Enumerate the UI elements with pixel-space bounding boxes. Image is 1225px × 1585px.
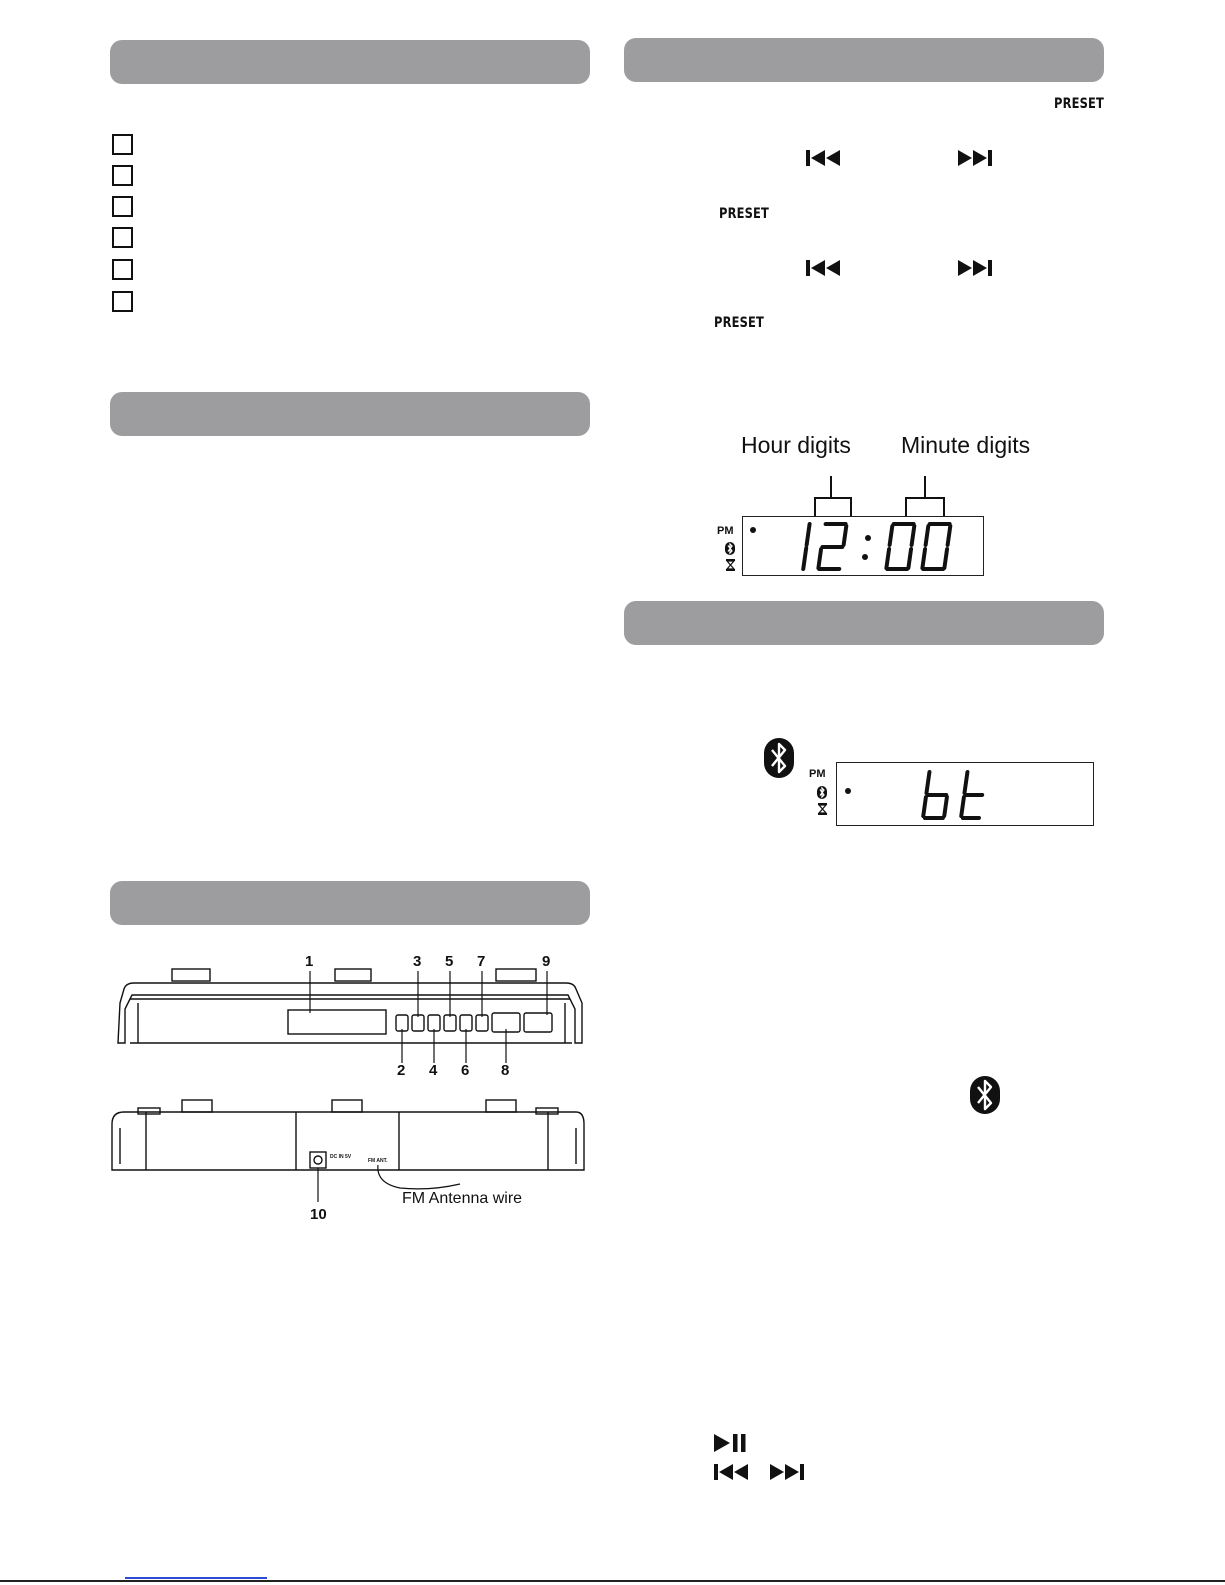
bluetooth-icon [970, 1076, 1000, 1114]
next-icon [770, 1464, 808, 1480]
preset-label: PRESET [719, 206, 770, 222]
callout-8: 8 [501, 1062, 510, 1079]
fm-antenna-wire-label: FM Antenna wire [402, 1190, 523, 1207]
timer-icon [726, 559, 735, 571]
checklist-box-6 [112, 291, 133, 312]
play-pause-icon [714, 1434, 748, 1452]
svg-text:FM ANT.: FM ANT. [368, 1158, 388, 1164]
footer-rule [0, 1580, 1225, 1582]
checklist-box-1 [112, 134, 133, 155]
callout-7: 7 [477, 953, 486, 970]
callout-2: 2 [397, 1062, 406, 1079]
prev-icon [806, 150, 844, 166]
time-digits [796, 521, 966, 573]
preset-label: PRESET [1054, 96, 1105, 112]
pm-indicator: PM [717, 525, 734, 537]
callout-1: 1 [305, 953, 314, 970]
minute-digits-label: Minute digits [901, 432, 1031, 458]
prev-icon [806, 260, 844, 276]
pm-dot [845, 788, 851, 794]
section-header-bar-5 [624, 601, 1104, 645]
bluetooth-icon [764, 738, 794, 778]
callout-3: 3 [413, 953, 422, 970]
section-header-bar-3 [110, 881, 590, 925]
callout-9: 9 [542, 953, 551, 970]
digit-brackets [810, 476, 950, 520]
next-icon [958, 260, 996, 276]
product-front-view [110, 965, 590, 1050]
checklist-box-3 [112, 196, 133, 217]
svg-text:DC IN 5V: DC IN 5V [330, 1154, 352, 1160]
callout-5: 5 [445, 953, 454, 970]
callout-10: 10 [310, 1206, 327, 1223]
checklist-box-2 [112, 165, 133, 186]
bt-digits [920, 768, 1000, 822]
preset-label: PRESET [714, 315, 765, 331]
next-icon [958, 150, 996, 166]
bluetooth-icon [725, 542, 735, 555]
section-header-bar-4 [624, 38, 1104, 82]
pm-indicator: PM [809, 768, 826, 780]
callout-4: 4 [429, 1062, 438, 1079]
checklist-box-5 [112, 259, 133, 280]
timer-icon [818, 803, 827, 815]
callout-6: 6 [461, 1062, 470, 1079]
prev-icon [714, 1464, 752, 1480]
section-header-bar-1 [110, 40, 590, 84]
section-header-bar-2 [110, 392, 590, 436]
hour-digits-label: Hour digits [741, 432, 851, 458]
checklist-box-4 [112, 227, 133, 248]
footer-link-underline[interactable] [125, 1577, 267, 1579]
bluetooth-icon [817, 786, 827, 799]
pm-dot [750, 527, 756, 533]
